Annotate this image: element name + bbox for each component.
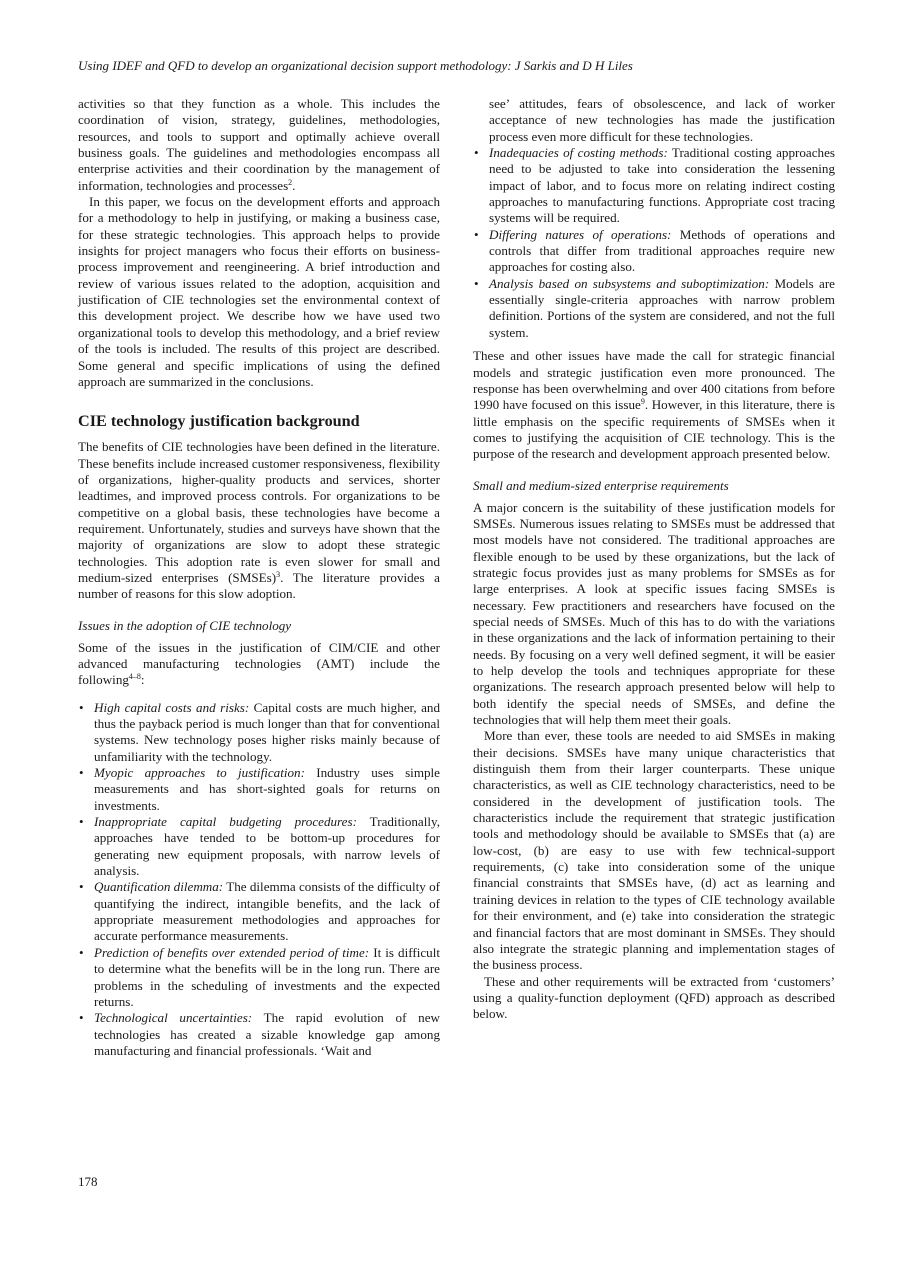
list-item [78,814,440,879]
list-item-continuation [473,96,835,145]
bullet-icon: • [79,879,84,895]
item-title: Differing natures of operations: [489,226,672,242]
paragraph [78,96,440,194]
list-item [78,700,440,765]
list-item [473,276,835,341]
paragraph: A major concern is the suitability of these justification models for SMSEs. Numerous issues relating to SMSEs must be addressed that most models have not considered. The traditional approaches are flexible enough to be used by these organizations, but the lack of strategic focus provides just as many problems for SMSEs as for large enterprises. A look at specific issues facing SMSEs is necessary. Few practitioners and researchers have focused on the special needs of SMSEs. Much of this has to do with the variations in these organizations and the lack of information pertaining to their needs. By focusing on a very well defined segment, it will be easier to help develop the tools and techniques appropriate for these organizations. The research approach presented below will help to both identify the special needs of SMSEs, and define the technologies that will help them meet their goals. [473,499,835,728]
page-number: 178 [78,1174,98,1189]
bullet-icon: • [79,699,84,715]
header-pre: Using [78,58,113,73]
bullet-icon: • [79,814,84,830]
item-text: Models are essentially single-criteria approaches with narrow problem definition. Portions of the system are considered, and not the full system. [489,275,835,340]
bullet-icon: • [474,145,479,161]
item-text: Traditionally, approaches have tended to be bottom-up procedures for generating new equipment proposals, with narrow levels of analysis. [94,814,440,879]
running-header [78,58,858,74]
item-text: It is difficult to determine what the benefits will be in the long run. There are problems in the scheduling of investments and the expected returns. [94,944,440,1009]
item-text: Capital costs are much higher, and thus the payback period is much longer than that for conventional systems. New technology poses higher risks mainly because of unfamiliarity with the technology. [94,699,440,764]
item-title: High capital costs and risks: [94,699,250,715]
list-item [473,145,835,227]
paragraph [78,640,440,689]
item-text: The rapid evolution of new technologies has created a sizable knowledge gap among manufacturing and financial professionals. ‘Wait and [94,1010,440,1058]
header-idef: IDEF [112,58,142,73]
paragraph-text: Some of the issues in the justification of CIM/CIE and other advanced manufacturing technologies (AMT) include the following [78,639,440,688]
item-title: Technological uncertainties: [94,1010,253,1026]
bullet-icon: • [79,1010,84,1026]
citation-ref: 2 [288,177,293,187]
item-text: Industry uses simple measurements and has short-sighted goals for returns on investments. [94,765,440,813]
item-text: Methods of operations and controls that differ from traditional approaches require new approaches for costing also. [489,226,836,275]
list-item [473,227,835,276]
subsection-heading: Small and medium-sized enterprise requirements [473,477,729,493]
right-column [473,96,835,1023]
paragraph: More than ever, these tools are needed to aid SMSEs in making their decisions. SMSEs have many unique characteristics that distinguish them from their larger counterparts. These unique characteristics, as well as CIE technology characteristics, need to be considered in the development of justification tools. The characteristics include the requirement that strategic justification tools and methodology should be available to SMSEs that (a) are low-cost, (b) are easy to use with few technical-support requirements, (c) take into consideration some of the unique financial constraints that SMSEs have, (d) act as learning and training devices in relation to the types of CIE technology available for their environment, and (e) take into consideration the strategic and financial factors that are most dominant in SMSEs. They should also integrate the strategic planning and implementation stages of the business process. [473,728,835,973]
paragraph: These and other requirements will be extracted from ‘customers’ using a quality-function deployment (QFD) approach as described below. [473,973,835,1022]
paragraph [78,439,440,602]
item-title: Quantification dilemma: [94,879,224,895]
issues-list-continued [473,96,835,341]
citation-ref: 9 [640,397,645,407]
paragraph [473,348,835,462]
paragraph: In this paper, we focus on the development efforts and approach for a methodology to help in justifying, or making a business case, for these strategic technologies. This approach helps to provide insights for project managers who focus their efforts on business-process improvement and reengineering. A brief introduction and review of various issues related to the adoption, acquisition and justification of CIE technologies set the environmental context of this development project. We describe how we have used two organizational tools to develop this methodology, and a brief review of the tools is included. The results of this project are described. Some general and specific implications of using the defined approach are summarized in the conclusions. [78,194,440,389]
list-item [78,945,440,1010]
paragraph-text: The benefits of CIE technologies have been defined in the literature. These benefits include increased customer responsiveness, flexibility of organizations, higher-quality products and services, shorter leadtimes, and improved process controls. For organizations to be competitive on a global basis, these technologies have become a requirement. Unfortunately, studies and surveys have shown that the majority of organizations are slow to adopt these strategic technologies. This adoption rate is even slower for small and medium-sized enterprises (SMSEs) [78,439,440,585]
item-text: Traditional costing approaches need to be adjusted to take into consideration the lessening impact of labor, and to focus more on relating indirect costing approaches to manufacturing functions. Appropriate cost tracing systems will be required. [489,145,835,226]
bullet-icon: • [474,275,479,291]
citation-ref: 3 [276,569,281,579]
list-item [78,879,440,944]
issues-list [78,700,440,1060]
header-post: and QFD to develop an organizational decision support methodology: J Sarkis and D H Liles [141,58,633,73]
item-title: Inappropriate capital budgeting procedures: [94,814,357,830]
list-item [78,765,440,814]
item-text: The dilemma consists of the difficulty of quantifying the indirect, intangible benefits, and the lack of appropriate measurement methodologies and approaches for accurate performance measurements. [94,879,440,944]
item-title: Myopic approaches to justification: [94,765,305,781]
citation-ref: 4–8 [128,672,141,682]
left-column [78,96,440,1059]
bullet-icon: • [79,944,84,960]
section-heading: CIE technology justification background [78,412,360,431]
bullet-icon: • [79,765,84,781]
list-item [78,1010,440,1059]
item-title: Analysis based on subsystems and suboptimization: [489,275,770,291]
item-title: Inadequacies of costing methods: [489,145,668,161]
paragraph-text: These and other issues have made the call for strategic financial models and strategic justification even more pronounced. The response has been overwhelming and over 400 citations from before 1990 have focused on this issue [473,348,835,413]
item-text: see’ attitudes, fears of obsolescence, and lack of worker acceptance of new technologies has made the justification process even more difficult for these technologies. [489,96,835,144]
paragraph-text: . The literature provides a number of reasons for this slow adoption. [78,569,440,602]
subsection-heading: Issues in the adoption of CIE technology [78,617,292,633]
paragraph-text: activities so that they function as a whole. This includes the coordination of vision, strategy, guidelines, methodologies, resources, and tools to support and optimally achieve overall business goals. The guidelines and methodologies encompass all enterprise activities and their coordination by the management of information, technologies and processes [78,96,440,193]
paragraph-text: . However, in this literature, there is little emphasis on the specific requirements of SMSEs when it comes to justifying the acquisition of CIE technology. This is the purpose of the research and development approach presented below. [473,397,835,462]
paragraph-text: . [292,177,296,193]
item-title: Prediction of benefits over extended period of time: [94,944,370,960]
paragraph-text: : [140,672,145,688]
bullet-icon: • [474,226,479,242]
